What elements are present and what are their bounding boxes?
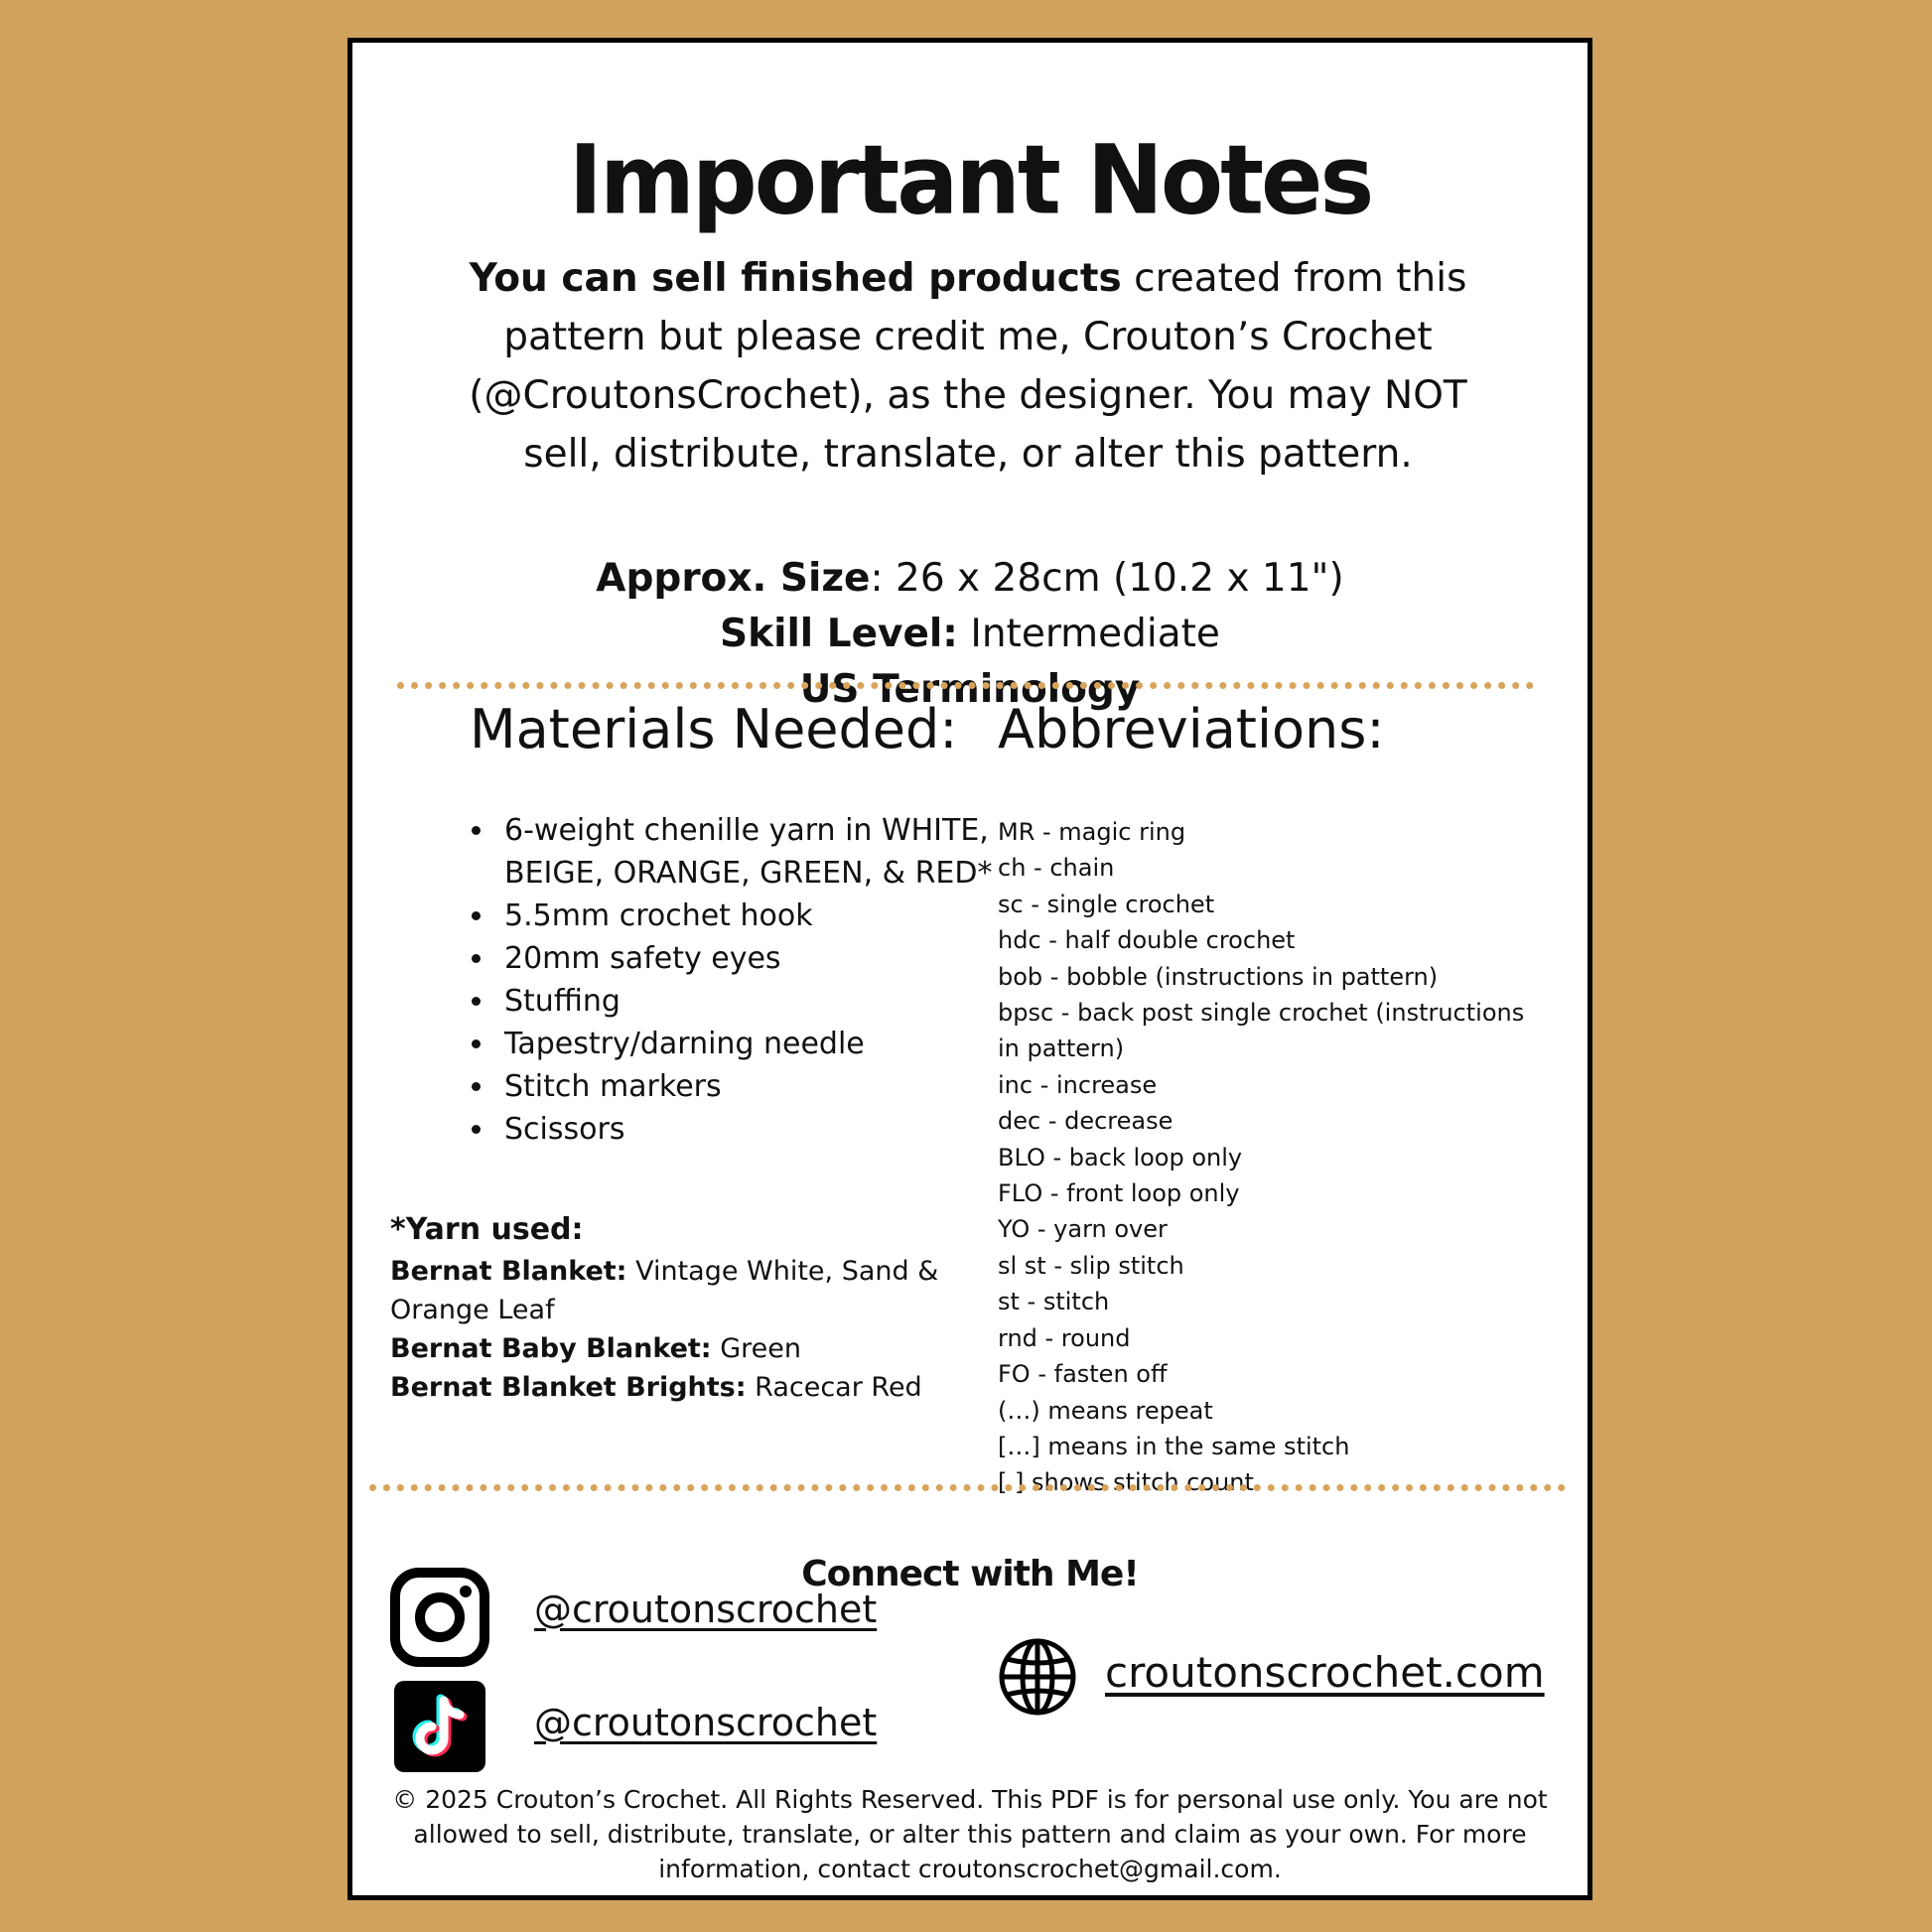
list-item: rnd - round xyxy=(998,1323,1131,1352)
list-item: inc - increase xyxy=(998,1070,1158,1099)
instagram-icon[interactable] xyxy=(390,1568,489,1667)
abbreviations-list xyxy=(998,814,1524,1501)
globe-icon xyxy=(998,1637,1077,1717)
abbreviations-heading: Abbreviations: xyxy=(998,698,1385,760)
list-item: sc - single crochet xyxy=(998,890,1215,918)
list-item: FO - fasten off xyxy=(998,1360,1168,1389)
size-line xyxy=(352,551,1587,607)
tiktok-handle-link[interactable]: @croutonscrochet xyxy=(534,1701,878,1744)
list-item: hdc - half double crochet xyxy=(998,926,1296,955)
list-item: ch - chain xyxy=(998,854,1115,883)
yarn-line: Bernat Blanket: Vintage White, Sand & Orange Leaf xyxy=(390,1256,939,1325)
list-item: • Stitch markers xyxy=(496,1065,993,1108)
list-item: […] means in the same stitch xyxy=(998,1432,1350,1460)
list-item: bob - bobble (instructions in pattern) xyxy=(998,962,1439,991)
size-label: Approx. Size xyxy=(596,556,871,601)
skill-value: Intermediate xyxy=(970,612,1220,656)
list-item: • Tapestry/darning needle xyxy=(496,1023,993,1065)
tiktok-icon[interactable] xyxy=(394,1681,485,1772)
list-item: YO - yarn over xyxy=(998,1215,1168,1244)
terminology: US Terminology xyxy=(799,667,1141,712)
list-item: BLO - back loop only xyxy=(998,1143,1243,1172)
intro-paragraph xyxy=(462,249,1474,483)
page-title: Important Notes xyxy=(568,124,1372,236)
skill-label: Skill Level: xyxy=(720,612,958,656)
list-item: [ ] shows stitch count xyxy=(998,1468,1254,1497)
size-value: : 26 x 28cm (10.2 x 11") xyxy=(870,556,1344,601)
intro-text: created from this pattern but please credit me, Crouton’s Crochet (@CroutonsCrochet), as the designer. You may NOT sell, distribute, translate, or alter this pattern. xyxy=(469,256,1467,477)
list-item: • Scissors xyxy=(496,1108,993,1151)
yarn-title: *Yarn used: xyxy=(390,1212,584,1247)
instagram-handle-link[interactable]: @croutonscrochet xyxy=(534,1587,878,1631)
list-item: • 6-weight chenille yarn in WHITE, BEIGE, ORANGE, GREEN, & RED* xyxy=(496,809,993,895)
list-item: • 5.5mm crochet hook xyxy=(496,895,993,937)
divider-top xyxy=(397,682,1534,689)
list-item: FLO - front loop only xyxy=(998,1179,1240,1208)
copyright-footer: © 2025 Crouton’s Crochet. All Rights Reserved. This PDF is for personal use only. You are not allowed to sell, distribute, translate, or alter this pattern and claim as your own. For more information, contact croutonscrochet@gmail.com. xyxy=(392,1785,1548,1883)
yarn-used xyxy=(390,1208,946,1407)
list-item: in pattern) xyxy=(998,1035,1125,1063)
list-item: • Stuffing xyxy=(496,980,993,1023)
yarn-line: Bernat Baby Blanket: Green xyxy=(390,1333,801,1364)
connect-heading: Connect with Me! xyxy=(801,1554,1139,1594)
website-link[interactable]: croutonscrochet.com xyxy=(1105,1648,1545,1697)
materials-heading: Materials Needed: xyxy=(470,698,958,760)
materials-list xyxy=(457,809,993,1151)
yarn-line: Bernat Blanket Brights: Racecar Red xyxy=(390,1372,922,1403)
list-item: • 20mm safety eyes xyxy=(496,937,993,980)
list-item: (…) means repeat xyxy=(998,1396,1213,1425)
list-item: sl st - slip stitch xyxy=(998,1251,1184,1280)
skill-line xyxy=(352,607,1587,662)
list-item: bpsc - back post single crochet (instructions xyxy=(998,999,1525,1028)
list-item: dec - decrease xyxy=(998,1107,1173,1136)
list-item: st - stitch xyxy=(998,1288,1110,1316)
list-item: MR - magic ring xyxy=(998,818,1186,846)
divider-bottom xyxy=(369,1484,1566,1491)
document-page xyxy=(347,38,1592,1900)
intro-bold: You can sell finished products xyxy=(469,256,1122,301)
